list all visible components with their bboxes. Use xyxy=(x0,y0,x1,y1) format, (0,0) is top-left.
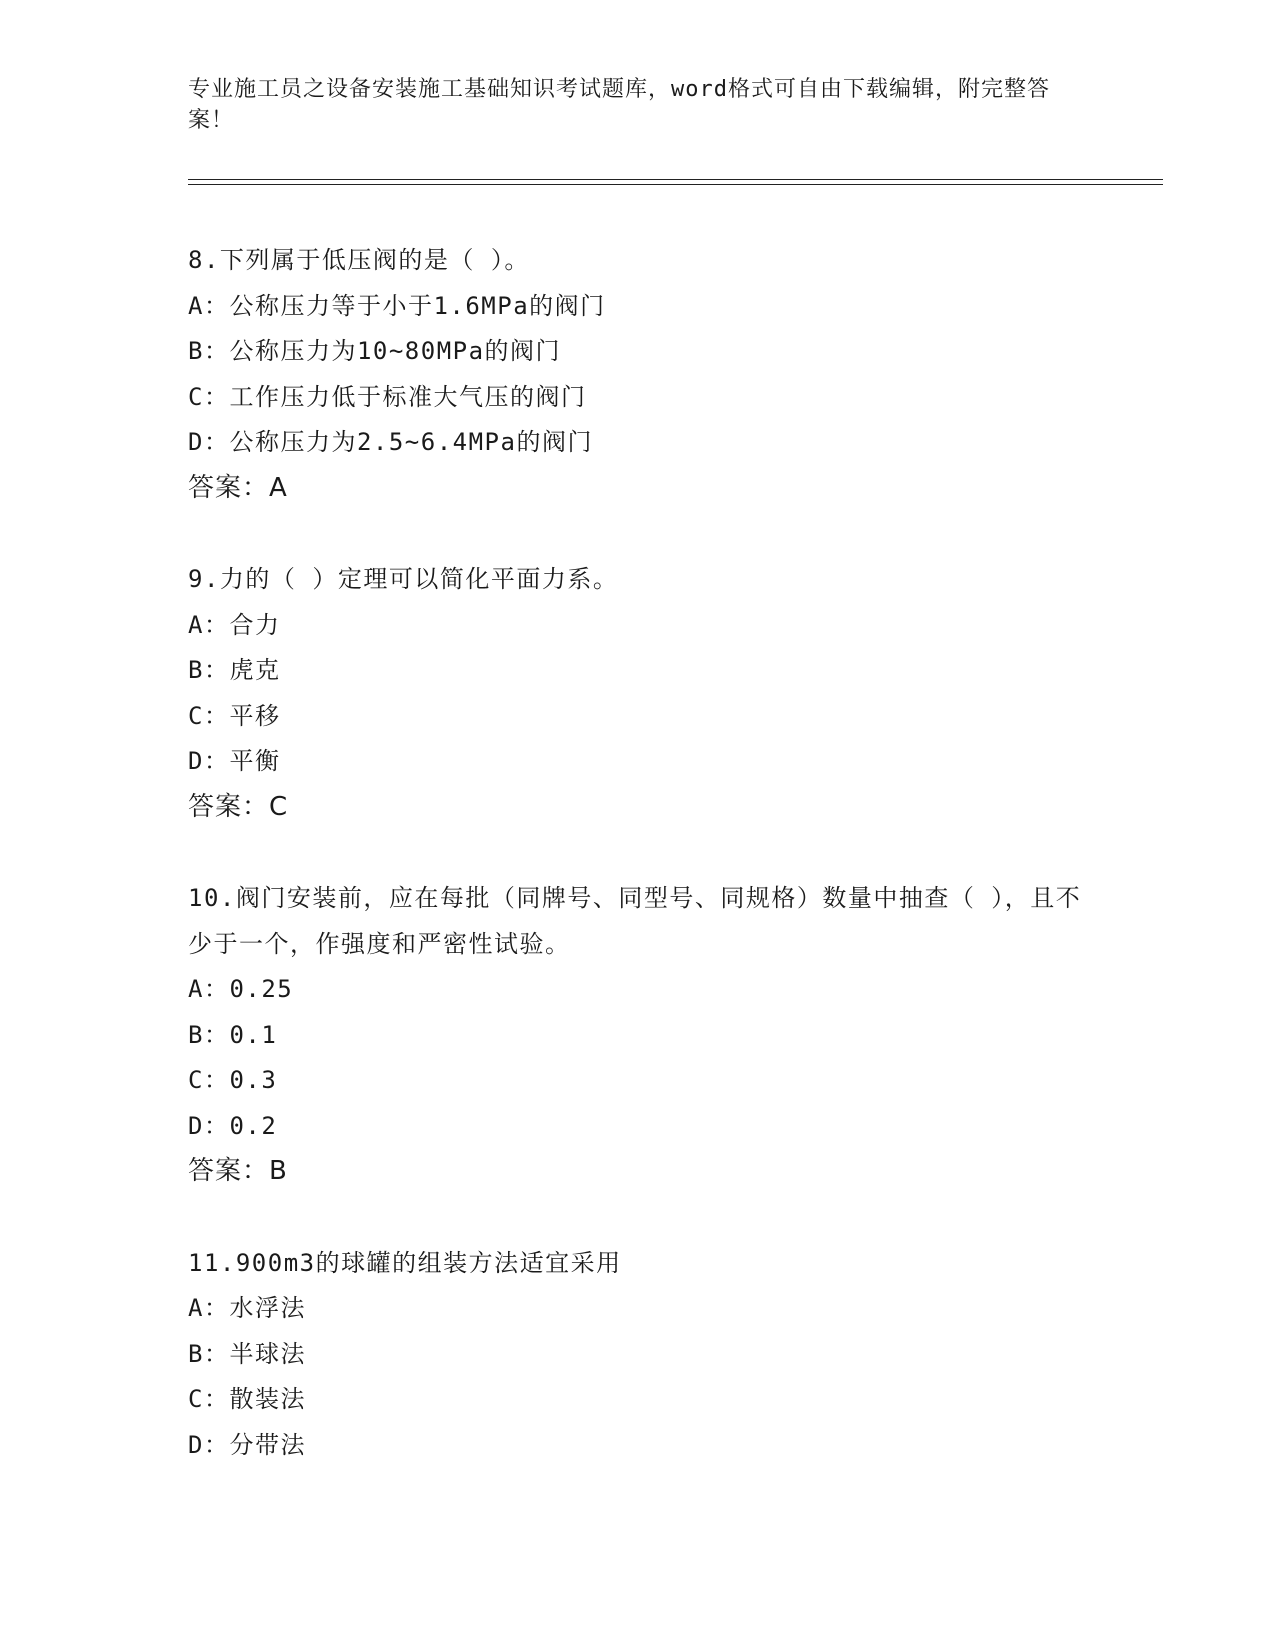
option-d: D：平衡 xyxy=(188,747,281,775)
question-item xyxy=(188,876,1088,1195)
answer-line: 答案：B xyxy=(188,1156,288,1186)
option-a: A：合力 xyxy=(188,610,281,639)
option-d: D：分带法 xyxy=(188,1430,306,1459)
option-c: C：0.3 xyxy=(188,1066,278,1094)
header-divider-bottom xyxy=(188,184,1163,185)
question-item xyxy=(188,1241,1088,1469)
question-item xyxy=(188,238,1088,511)
document-header: 专业施工员之设备安装施工基础知识考试题库，word格式可自由下载编辑，附完整答案！ xyxy=(188,77,1050,133)
option-c: C：工作压力低于标准大气压的阀门 xyxy=(188,382,587,411)
question-stem: 10.阀门安装前，应在每批（同牌号、同型号、同规格）数量中抽查（ ），且不少于一个，作强度和严密性试验。 xyxy=(188,884,1082,958)
question-stem: 11.900m3的球罐的组装方法适宜采用 xyxy=(188,1248,622,1277)
option-c: C：平移 xyxy=(188,701,281,730)
option-b: B：公称压力为10~80MPa的阀门 xyxy=(188,337,562,365)
option-d: D：0.2 xyxy=(188,1111,278,1140)
option-a: A：水浮法 xyxy=(188,1294,306,1322)
question-stem: 9.力的（ ）定理可以简化平面力系。 xyxy=(188,565,619,593)
option-b: B：0.1 xyxy=(188,1020,278,1049)
question-item xyxy=(188,557,1088,830)
option-d: D：公称压力为2.5~6.4MPa的阀门 xyxy=(188,428,593,456)
option-b: B：虎克 xyxy=(188,656,281,684)
option-a: A：0.25 xyxy=(188,975,294,1003)
question-stem: 8.下列属于低压阀的是（ ）。 xyxy=(188,246,530,274)
option-c: C：散装法 xyxy=(188,1385,306,1413)
option-a: A：公称压力等于小于1.6MPa的阀门 xyxy=(188,291,606,320)
answer-line: 答案：C xyxy=(188,791,289,822)
header-divider-top xyxy=(188,179,1163,180)
option-b: B：半球法 xyxy=(188,1339,306,1368)
answer-line: 答案：A xyxy=(188,472,288,503)
question-list xyxy=(188,238,1088,1514)
